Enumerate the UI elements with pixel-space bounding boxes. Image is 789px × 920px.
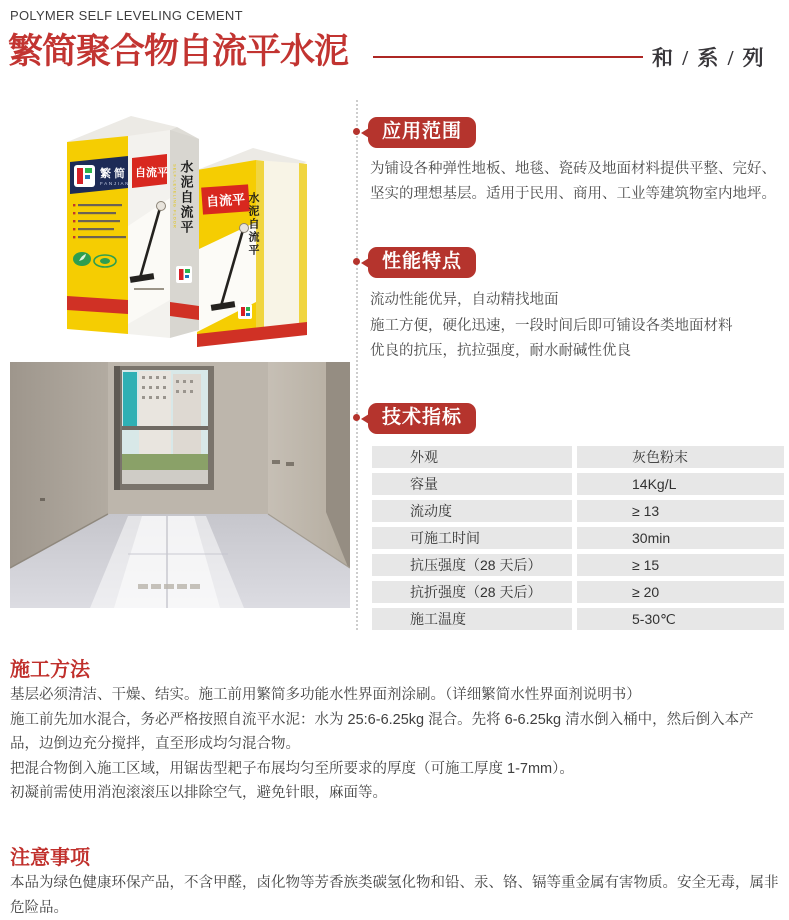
- application-text: [370, 157, 776, 207]
- spec-value: 30min: [577, 527, 784, 549]
- table-row: [372, 500, 784, 522]
- section-dot-features: [353, 258, 360, 265]
- construction-step: 施工前先加水混合，务必严格按照自流平水泥：水为 25:6-6.25kg 混合。先将 6-6.25kg 清水倒入桶中，然后倒入本产品，边倒边充分搅拌，直至形成均匀混合物。: [10, 711, 754, 752]
- notice-title: 注意事项: [10, 847, 90, 869]
- section-dotted-line: [356, 100, 358, 630]
- small-box-front-label: 自流平: [205, 191, 246, 210]
- spec-label: 流动度: [372, 500, 572, 522]
- series-label: 和 / 系 / 列: [652, 46, 766, 70]
- product-box-large: [67, 116, 199, 338]
- spec-table: [372, 446, 784, 630]
- floor-application-photo: [10, 362, 350, 608]
- feature-line: 优良的抗压，抗拉强度，耐水耐碱性优良: [370, 343, 631, 359]
- spec-value: ≥ 13: [577, 500, 784, 522]
- application-paragraph: 为铺设各种弹性地板、地毯、瓷砖及地面材料提供平整、完好、坚实的理想基层。适用于民用、商用、工业等建筑物室内地坪。: [370, 161, 776, 202]
- badge-specs: 技术指标: [368, 403, 476, 434]
- spec-label: 施工温度: [372, 608, 572, 630]
- product-packaging-image: [10, 98, 350, 356]
- construction-step: 初凝前需使用消泡滚滚压以排除空气，避免针眼，麻面等。: [10, 785, 387, 801]
- construction-title: 施工方法: [10, 659, 90, 681]
- table-row: [372, 608, 784, 630]
- spec-value: 灰色粉末: [577, 446, 784, 468]
- product-box-small: [197, 148, 307, 347]
- badge-features: 性能特点: [368, 247, 476, 278]
- product-box-illustration: [10, 98, 350, 356]
- spec-value: ≥ 20: [577, 581, 784, 603]
- eyebrow-text: POLYMER SELF LEVELING CEMENT: [10, 8, 243, 23]
- notice-text: 本品为绿色健康环保产品，不含甲醛，卤化物等芳香族类碳氢化物和铅、汞、铬、镉等重金属有害物质。安全无毒，属非危险品。: [10, 875, 779, 916]
- table-row: [372, 554, 784, 576]
- room-photo-illustration: [10, 362, 350, 608]
- spec-value: ≥ 15: [577, 554, 784, 576]
- notice-body: [10, 871, 782, 920]
- spec-value: 14Kg/L: [577, 473, 784, 495]
- spec-label: 外观: [372, 446, 572, 468]
- feature-line: 施工方便，硬化迅速，一段时间后即可铺设各类地面材料: [370, 317, 733, 334]
- section-dot-specs: [353, 414, 360, 421]
- title-rule: [373, 56, 643, 58]
- construction-step: 把混合物倒入施工区域，用锯齿型耙子布展均匀至所要求的厚度（可施工厚度 1-7mm）。: [10, 760, 574, 777]
- spec-value: 5-30℃: [577, 608, 784, 630]
- big-box-side-label: 水泥自流平: [178, 160, 194, 235]
- section-dot-application: [353, 128, 360, 135]
- construction-body: [10, 683, 782, 806]
- spec-label: 抗压强度（28 天后）: [372, 554, 572, 576]
- table-row: [372, 446, 784, 468]
- box-brand-cn: 繁简: [100, 168, 128, 180]
- box-brand-en: FANJIAN: [100, 181, 131, 186]
- features-text: [370, 288, 776, 365]
- table-row: [372, 581, 784, 603]
- spec-label: 容量: [372, 473, 572, 495]
- construction-step: 基层必须清洁、干燥、结实。施工前用繁简多功能水性界面剂涂刷。（详细繁简水性界面剂说明书）: [10, 687, 641, 703]
- feature-line: 流动性能优异，自动精找地面: [370, 292, 559, 308]
- small-box-side-label: 水泥自流平: [247, 192, 259, 257]
- table-row: [372, 527, 784, 549]
- page-title: 繁简聚合物自流平水泥: [8, 32, 349, 71]
- big-box-front-label: 自流平: [135, 167, 168, 179]
- spec-label: 可施工时间: [372, 527, 572, 549]
- spec-label: 抗折强度（28 天后）: [372, 581, 572, 603]
- big-box-side-label-en: SELF-LEVELING FLOOR: [172, 164, 178, 229]
- window: [114, 366, 214, 490]
- badge-application: 应用范围: [368, 117, 476, 148]
- table-row: [372, 473, 784, 495]
